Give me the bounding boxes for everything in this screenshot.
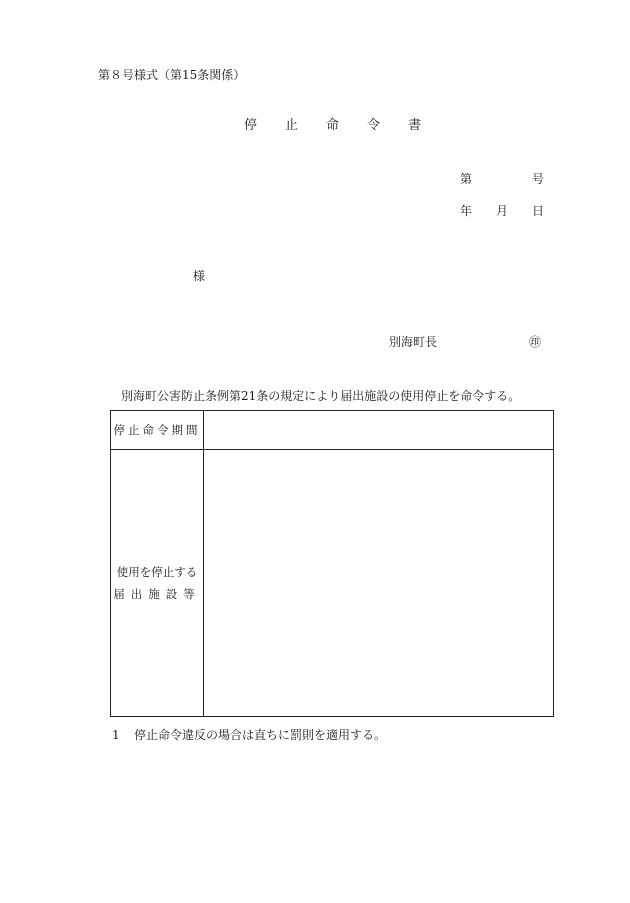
- title-char: 令: [367, 118, 381, 133]
- order-statement: 別海町公害防止条例第21条の規定により届出施設の使用停止を命令する。: [121, 389, 521, 403]
- document-title: [244, 114, 421, 133]
- document-number: [460, 170, 544, 187]
- title-char: 書: [408, 118, 422, 133]
- table-row-period: [111, 411, 554, 450]
- date-month: 月: [496, 204, 509, 218]
- facility-label-line1: 使用を停止する: [116, 565, 198, 579]
- issuer-title: 別海町長: [389, 335, 438, 349]
- order-table: [110, 410, 554, 717]
- period-label: 停止命令期間: [113, 423, 201, 437]
- note-number: 1: [112, 728, 120, 742]
- date-year: 年: [460, 204, 473, 218]
- number-suffix: 号: [532, 172, 545, 186]
- addressee-honorific: 様: [193, 269, 206, 283]
- facility-value-cell[interactable]: [204, 450, 554, 717]
- number-prefix: 第: [460, 172, 473, 186]
- note-text: 停止命令違反の場合は直ちに罰則を適用する。: [134, 728, 387, 742]
- date-day: 日: [532, 204, 545, 218]
- facility-label-cell: [111, 450, 204, 717]
- period-label-cell: [111, 411, 204, 450]
- title-char: 命: [326, 118, 340, 133]
- seal-icon: ㊞: [529, 335, 542, 349]
- form-number: 第８号様式（第15条関係）: [98, 68, 246, 82]
- title-char: 停: [244, 118, 258, 133]
- issue-date: [460, 202, 544, 219]
- facility-label-line2: 届出施設等: [113, 587, 201, 601]
- note-item: [112, 726, 386, 743]
- period-value-cell[interactable]: [204, 411, 554, 450]
- table-row-facility: [111, 450, 554, 717]
- title-char: 止: [285, 118, 299, 133]
